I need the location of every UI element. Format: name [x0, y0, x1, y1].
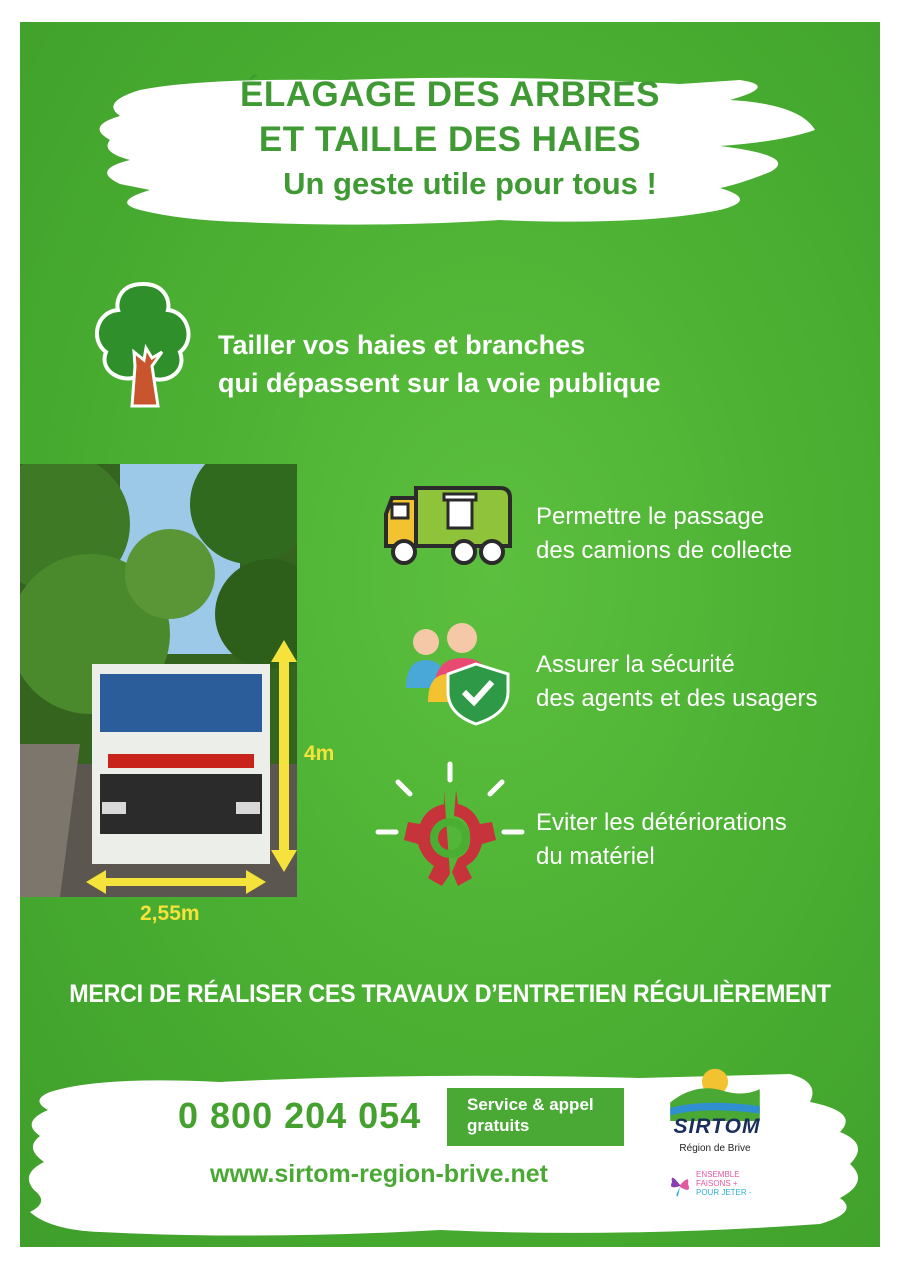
- service-line-1: Service & appel: [467, 1095, 594, 1114]
- broken-gear-icon: [374, 760, 526, 894]
- butterfly-icon: [668, 1170, 692, 1200]
- item-3-line-2: du matériel: [536, 843, 655, 870]
- width-arrow: [86, 870, 266, 894]
- people-shield-icon: [404, 622, 512, 726]
- merci-banner: MERCI DE RÉALISER CES TRAVAUX D’ENTRETIEN RÉGULIÈREMENT: [69, 980, 831, 1008]
- item-1-line-1: Permettre le passage: [536, 503, 765, 530]
- item-1-text: [536, 500, 792, 568]
- title-block: [20, 72, 880, 206]
- subtitle: Un geste utile pour tous !: [283, 166, 657, 201]
- phone-number[interactable]: 0 800 204 054: [178, 1095, 422, 1136]
- item-3-line-1: Eviter les détériorations: [536, 809, 787, 836]
- item-2-line-1: Assurer la sécurité: [536, 651, 735, 678]
- poster: [20, 22, 880, 1247]
- item-1-line-2: des camions de collecte: [536, 537, 793, 564]
- title-line-1: ÉLAGAGE DES ARBRES: [240, 75, 660, 114]
- title-line-2: ET TAILLE DES HAIES: [258, 120, 642, 159]
- garbage-truck-icon: [382, 484, 514, 568]
- item-2-line-2: des agents et des usagers: [536, 685, 818, 712]
- item-3-text: [536, 806, 787, 874]
- item-2-text: [536, 648, 818, 716]
- tree-icon: [88, 280, 198, 412]
- sirtom-logo-icon: [665, 1065, 765, 1121]
- tree-message-line-1: Tailler vos haies et branches: [218, 330, 586, 360]
- height-label: 4m: [304, 742, 335, 765]
- service-line-2: gratuits: [467, 1116, 530, 1135]
- logo-tagline-3: POUR JETER -: [696, 1188, 752, 1197]
- logo-region: Région de Brive: [679, 1143, 751, 1154]
- truck-photo: [20, 464, 297, 897]
- width-label: 2,55m: [140, 902, 200, 925]
- tree-message-line-2: qui dépassent sur la voie publique: [218, 368, 661, 398]
- logo-name: SIRTOM: [673, 1115, 761, 1138]
- height-arrow: [271, 640, 297, 872]
- logo-tagline-2: FAISONS +: [696, 1179, 738, 1188]
- logo-tagline: [696, 1170, 752, 1197]
- website-link[interactable]: www.sirtom-region-brive.net: [210, 1160, 549, 1188]
- tree-message: [218, 326, 661, 402]
- service-badge: [447, 1088, 624, 1146]
- logo-tagline-1: ENSEMBLE: [696, 1170, 740, 1179]
